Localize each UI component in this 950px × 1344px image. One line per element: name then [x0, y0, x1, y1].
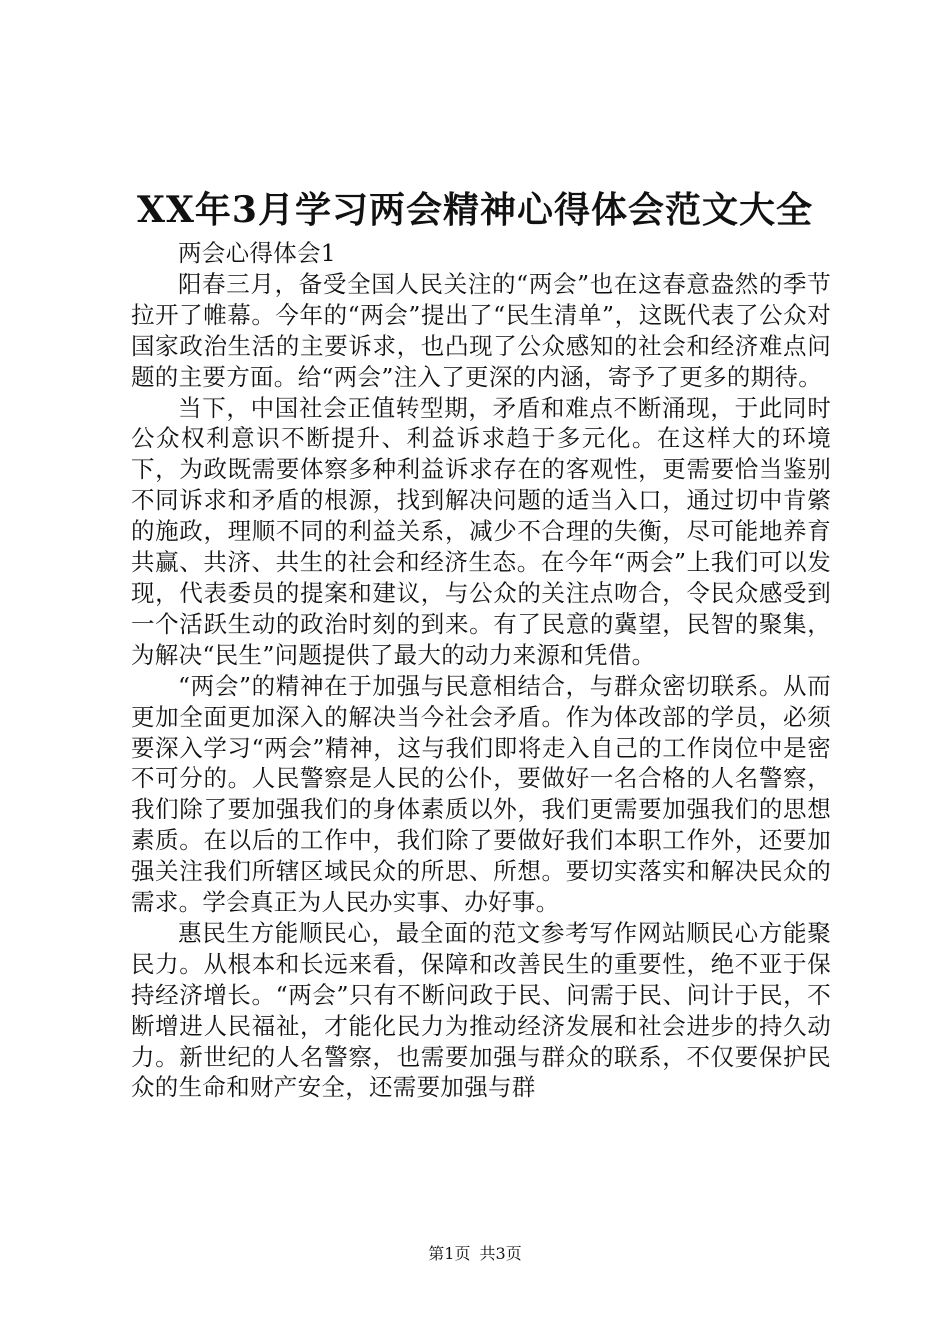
page-footer — [0, 1244, 950, 1264]
document-title: XX年3月学习两会精神心得体会范文大全 — [137, 189, 813, 231]
page-number: 第1页 — [428, 1244, 471, 1263]
paragraph: “两会”的精神在于加强与民意相结合，与群众密切联系。从而更加全面更加深入的解决当今社会矛盾。作为体改部的学员，必须要深入学习“两会”精神，这与我们即将走入自己的工作岗位中是密不可分的。人民警察是人民的公仆，要做好一名合格的人名警察，我们除了要加强我们的身体素质以外，我们更需要加强我们的思想素质。在以后的工作中，我们除了要做好我们本职工作外，还要加强关注我们所辖区域民众的所思、所想。要切实落实和解决民众的需求。学会真正为人民办实事、办好事。 — [131, 671, 831, 917]
section-subheading: 两会心得体会1 — [178, 239, 337, 267]
document-body — [131, 238, 831, 1103]
paragraph: 惠民生方能顺民心，最全面的范文参考写作网站顺民心方能聚民力。从根本和长远来看，保障和改善民生的重要性，绝不亚于保持经济增长。“两会”只有不断问政于民、问需于民、问计于民，不断增进人民福祉，才能化民力为推动经济发展和社会进步的持久动力。新世纪的人名警察，也需要加强与群众的联系，不仅要保护民众的生命和财产安全，还需要加强与群 — [131, 918, 831, 1102]
page-total: 共3页 — [479, 1244, 522, 1263]
paragraph: 阳春三月，备受全国人民关注的“两会”也在这春意盎然的季节拉开了帷幕。今年的“两会”提出了“民生清单”，这既代表了公众对国家政治生活的主要诉求，也凸现了公众感知的社会和经济难点问题的主要方面。给“两会”注入了更深的内涵，寄予了更多的期待。 — [131, 269, 831, 391]
paragraph: 当下，中国社会正值转型期，矛盾和难点不断涌现，于此同时公众权利意识不断提升、利益诉求趋于多元化。在这样大的环境下，为政既需要体察多种利益诉求存在的客观性，更需要恰当鉴别不同诉求和矛盾的根源，找到解决问题的适当入口，通过切中肯綮的施政，理顺不同的利益关系，减少不合理的失衡，尽可能地养育共赢、共济、共生的社会和经济生态。在今年“两会”上我们可以发现，代表委员的提案和建议，与公众的关注点吻合，令民众感受到一个活跃生动的政治时刻的到来。有了民意的冀望，民智的聚集，为解决“民生”问题提供了最大的动力来源和凭借。 — [131, 393, 831, 669]
